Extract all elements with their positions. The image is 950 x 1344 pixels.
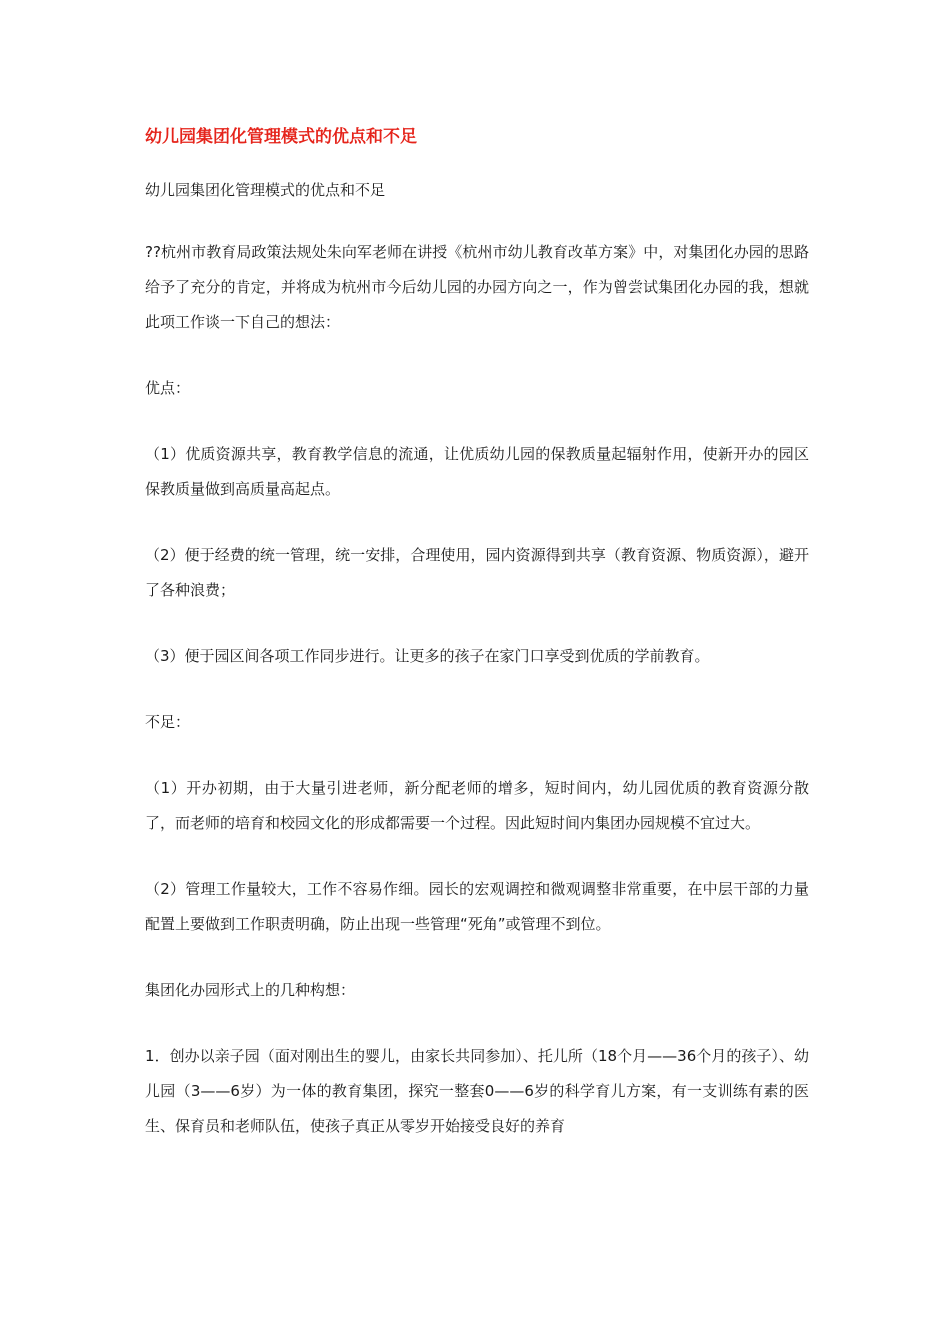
advantage-item-1: （1）优质资源共享，教育教学信息的流通，让优质幼儿园的保教质量起辐射作用，使新开办的园区保教质量做到高质量高起点。: [145, 445, 809, 498]
advantages-heading: 优点：: [145, 379, 191, 397]
advantage-item-2: （2）便于经费的统一管理，统一安排，合理使用，园内资源得到共享（教育资源、物质资源），避开了各种浪费；: [145, 546, 809, 599]
disadvantage-item-2: （2）管理工作量较大，工作不容易作细。园长的宏观调控和微观调整非常重要，在中层干部的力量配置上要做到工作职责明确，防止出现一些管理“死角”或管理不到位。: [145, 880, 809, 933]
idea-item-1: 1．创办以亲子园（面对刚出生的婴儿，由家长共同参加）、托儿所（18个月——36个月的孩子）、幼儿园（3——6岁）为一体的教育集团，探究一整套0——6岁的科学育儿方案，有一支训练有素的医生、保育员和老师队伍，使孩子真正从零岁开始接受良好的养育: [145, 1047, 809, 1135]
disadvantage-item-1: （1）开办初期，由于大量引进老师，新分配老师的增多，短时间内，幼儿园优质的教育资源分散了，而老师的培育和校园文化的形成都需要一个过程。因此短时间内集团办园规模不宜过大。: [145, 779, 809, 832]
advantage-item-3: （3）便于园区间各项工作同步进行。让更多的孩子在家门口享受到优质的学前教育。: [145, 647, 710, 665]
document-title: 幼儿园集团化管理模式的优点和不足: [145, 127, 417, 147]
document-subtitle: 幼儿园集团化管理模式的优点和不足: [145, 181, 386, 199]
document-body: [145, 124, 809, 1175]
intro-paragraph: ??杭州市教育局政策法规处朱向军老师在讲授《杭州市幼儿教育改革方案》中，对集团化办园的思路给予了充分的肯定，并将成为杭州市今后幼儿园的办园方向之一，作为曾尝试集团化办园的我，想就此项工作谈一下自己的想法：: [145, 243, 809, 331]
ideas-heading: 集团化办园形式上的几种构想：: [145, 981, 356, 999]
disadvantages-heading: 不足：: [145, 713, 191, 731]
